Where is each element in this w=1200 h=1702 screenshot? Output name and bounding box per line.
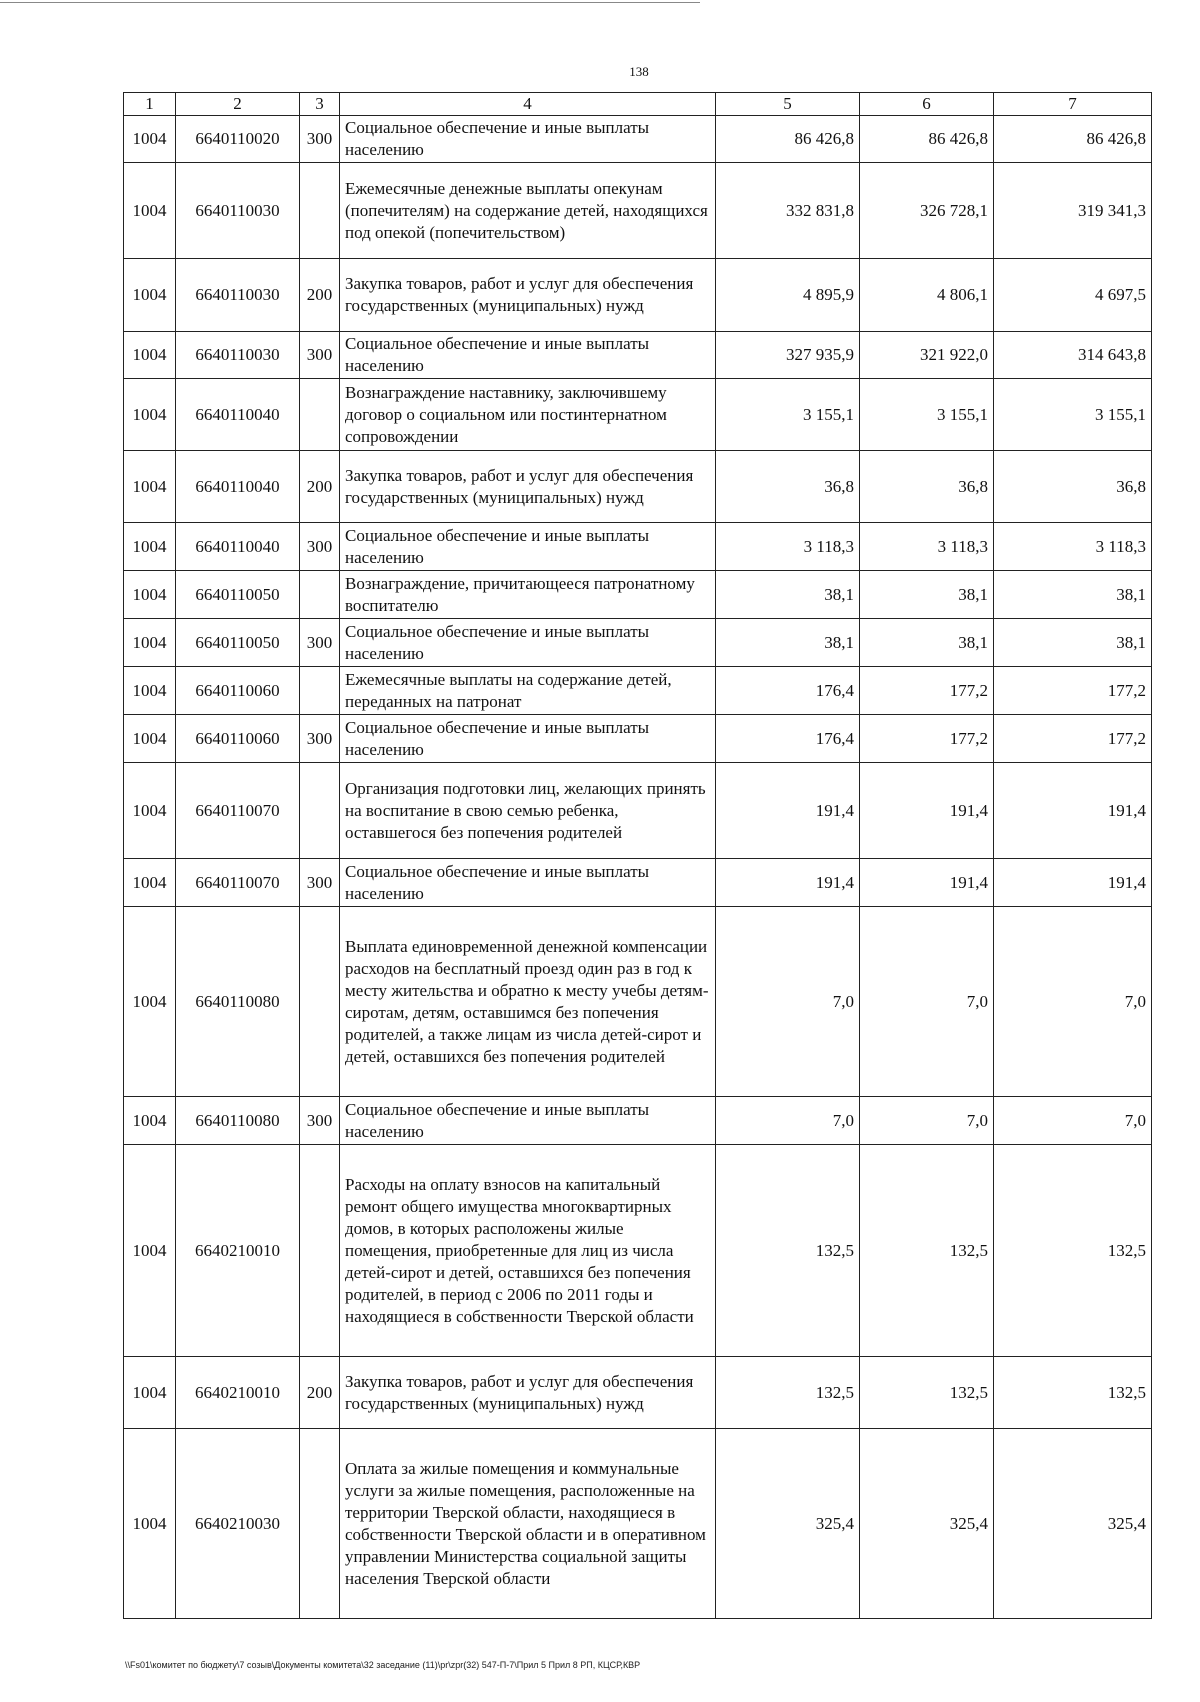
- target-article-code: 6640110050: [176, 571, 300, 619]
- expense-type-code: 300: [300, 859, 340, 907]
- table-row: [124, 571, 1152, 619]
- amount-col-6: 3 118,3: [860, 523, 994, 571]
- row-description: Социальное обеспечение и иные выплаты населению: [340, 715, 716, 763]
- expense-type-code: 300: [300, 332, 340, 379]
- section-code: 1004: [124, 715, 176, 763]
- table-row: [124, 259, 1152, 332]
- amount-col-6: 326 728,1: [860, 163, 994, 259]
- header-col-6: 6: [860, 93, 994, 116]
- amount-col-5: 132,5: [716, 1357, 860, 1429]
- target-article-code: 6640110070: [176, 763, 300, 859]
- target-article-code: 6640110080: [176, 1097, 300, 1145]
- amount-col-7: 4 697,5: [994, 259, 1152, 332]
- amount-col-7: 36,8: [994, 451, 1152, 523]
- expense-type-code: 300: [300, 1097, 340, 1145]
- amount-col-5: 191,4: [716, 859, 860, 907]
- amount-col-6: 3 155,1: [860, 379, 994, 451]
- target-article-code: 6640110020: [176, 116, 300, 163]
- table-row: [124, 667, 1152, 715]
- row-description: Закупка товаров, работ и услуг для обеспечения государственных (муниципальных) нужд: [340, 451, 716, 523]
- header-col-1: 1: [124, 93, 176, 116]
- expense-type-code: 200: [300, 1357, 340, 1429]
- row-description: Расходы на оплату взносов на капитальный ремонт общего имущества многоквартирных домов, в которых расположены жилые помещения, приобретенные для лиц из числа детей-сирот и детей, оставшихся без попечения родителей, в период с 2006 по 2011 годы и находящиеся в собственности Тверской области: [340, 1145, 716, 1357]
- amount-col-7: 191,4: [994, 859, 1152, 907]
- header-col-3: 3: [300, 93, 340, 116]
- target-article-code: 6640110080: [176, 907, 300, 1097]
- section-code: 1004: [124, 116, 176, 163]
- row-description: Закупка товаров, работ и услуг для обеспечения государственных (муниципальных) нужд: [340, 1357, 716, 1429]
- amount-col-7: 7,0: [994, 907, 1152, 1097]
- amount-col-5: 327 935,9: [716, 332, 860, 379]
- target-article-code: 6640110060: [176, 715, 300, 763]
- expense-type-code: 200: [300, 259, 340, 332]
- amount-col-5: 7,0: [716, 1097, 860, 1145]
- expense-type-code: [300, 763, 340, 859]
- section-code: 1004: [124, 1357, 176, 1429]
- amount-col-7: 319 341,3: [994, 163, 1152, 259]
- table-row: [124, 763, 1152, 859]
- header-col-5: 5: [716, 93, 860, 116]
- target-article-code: 6640110040: [176, 379, 300, 451]
- budget-table: [123, 92, 1152, 1619]
- expense-type-code: 300: [300, 619, 340, 667]
- amount-col-6: 177,2: [860, 667, 994, 715]
- expense-type-code: [300, 1429, 340, 1619]
- amount-col-6: 36,8: [860, 451, 994, 523]
- section-code: 1004: [124, 379, 176, 451]
- amount-col-5: 36,8: [716, 451, 860, 523]
- amount-col-5: 325,4: [716, 1429, 860, 1619]
- amount-col-6: 38,1: [860, 619, 994, 667]
- amount-col-7: 177,2: [994, 667, 1152, 715]
- section-code: 1004: [124, 763, 176, 859]
- row-description: Ежемесячные выплаты на содержание детей, переданных на патронат: [340, 667, 716, 715]
- expense-type-code: [300, 163, 340, 259]
- amount-col-5: 38,1: [716, 619, 860, 667]
- row-description: Социальное обеспечение и иные выплаты населению: [340, 116, 716, 163]
- amount-col-5: 38,1: [716, 571, 860, 619]
- expense-type-code: [300, 667, 340, 715]
- table-row: [124, 907, 1152, 1097]
- target-article-code: 6640110050: [176, 619, 300, 667]
- table-row: [124, 715, 1152, 763]
- section-code: 1004: [124, 667, 176, 715]
- section-code: 1004: [124, 259, 176, 332]
- amount-col-5: 332 831,8: [716, 163, 860, 259]
- amount-col-6: 86 426,8: [860, 116, 994, 163]
- table-row: [124, 859, 1152, 907]
- target-article-code: 6640110030: [176, 259, 300, 332]
- target-article-code: 6640110030: [176, 163, 300, 259]
- amount-col-7: 86 426,8: [994, 116, 1152, 163]
- amount-col-7: 132,5: [994, 1145, 1152, 1357]
- section-code: 1004: [124, 523, 176, 571]
- section-code: 1004: [124, 619, 176, 667]
- target-article-code: 6640110030: [176, 332, 300, 379]
- amount-col-7: 3 118,3: [994, 523, 1152, 571]
- page-number: 138: [629, 64, 649, 79]
- scan-top-rule: [0, 2, 700, 3]
- amount-col-5: 7,0: [716, 907, 860, 1097]
- amount-col-5: 3 155,1: [716, 379, 860, 451]
- section-code: 1004: [124, 907, 176, 1097]
- table-row: [124, 379, 1152, 451]
- expense-type-code: 300: [300, 523, 340, 571]
- target-article-code: 6640110060: [176, 667, 300, 715]
- section-code: 1004: [124, 451, 176, 523]
- table-row: [124, 1357, 1152, 1429]
- table-row: [124, 332, 1152, 379]
- amount-col-6: 132,5: [860, 1145, 994, 1357]
- amount-col-7: 325,4: [994, 1429, 1152, 1619]
- row-description: Социальное обеспечение и иные выплаты населению: [340, 619, 716, 667]
- target-article-code: 6640110070: [176, 859, 300, 907]
- footer-file-path: \\Fs01\комитет по бюджету\7 созыв\Документы комитета\32 заседание (11)\pr\zpr(32) 547-П-7\Прил 5 Прил 8 РП, КЦСР,КВР: [125, 1660, 641, 1670]
- amount-col-7: 3 155,1: [994, 379, 1152, 451]
- amount-col-6: 38,1: [860, 571, 994, 619]
- section-code: 1004: [124, 332, 176, 379]
- table-row: [124, 1145, 1152, 1357]
- row-description: Вознаграждение наставнику, заключившему договор о социальном или постинтернатном сопровождении: [340, 379, 716, 451]
- amount-col-6: 4 806,1: [860, 259, 994, 332]
- amount-col-5: 176,4: [716, 715, 860, 763]
- section-code: 1004: [124, 1429, 176, 1619]
- row-description: Выплата единовременной денежной компенсации расходов на бесплатный проезд один раз в год к месту жительства и обратно к месту учебы детям-сиротам, детям, оставшимся без попечения родителей, а также лицам из числа детей-сирот и детей, оставшихся без попечения родителей: [340, 907, 716, 1097]
- amount-col-6: 191,4: [860, 859, 994, 907]
- section-code: 1004: [124, 859, 176, 907]
- amount-col-5: 176,4: [716, 667, 860, 715]
- target-article-code: 6640210010: [176, 1357, 300, 1429]
- table-row: [124, 523, 1152, 571]
- amount-col-7: 191,4: [994, 763, 1152, 859]
- section-code: 1004: [124, 163, 176, 259]
- expense-type-code: [300, 1145, 340, 1357]
- amount-col-5: 191,4: [716, 763, 860, 859]
- row-description: Организация подготовки лиц, желающих принять на воспитание в свою семью ребенка, оставшегося без попечения родителей: [340, 763, 716, 859]
- amount-col-5: 3 118,3: [716, 523, 860, 571]
- target-article-code: 6640210010: [176, 1145, 300, 1357]
- target-article-code: 6640110040: [176, 451, 300, 523]
- row-description: Социальное обеспечение и иные выплаты населению: [340, 523, 716, 571]
- target-article-code: 6640110040: [176, 523, 300, 571]
- section-code: 1004: [124, 1145, 176, 1357]
- header-col-7: 7: [994, 93, 1152, 116]
- amount-col-6: 325,4: [860, 1429, 994, 1619]
- row-description: Социальное обеспечение и иные выплаты населению: [340, 859, 716, 907]
- section-code: 1004: [124, 571, 176, 619]
- row-description: Социальное обеспечение и иные выплаты населению: [340, 1097, 716, 1145]
- expense-type-code: 300: [300, 116, 340, 163]
- table-row: [124, 451, 1152, 523]
- row-description: Закупка товаров, работ и услуг для обеспечения государственных (муниципальных) нужд: [340, 259, 716, 332]
- amount-col-5: 86 426,8: [716, 116, 860, 163]
- row-description: Ежемесячные денежные выплаты опекунам (попечителям) на содержание детей, находящихся под опекой (попечительством): [340, 163, 716, 259]
- expense-type-code: 300: [300, 715, 340, 763]
- table-row: [124, 1097, 1152, 1145]
- amount-col-7: 38,1: [994, 619, 1152, 667]
- amount-col-6: 191,4: [860, 763, 994, 859]
- row-description: Оплата за жилые помещения и коммунальные услуги за жилые помещения, расположенные на территории Тверской области, находящиеся в собственности Тверской области и в оперативном управлении Министерства социальной защиты населения Тверской области: [340, 1429, 716, 1619]
- section-code: 1004: [124, 1097, 176, 1145]
- amount-col-6: 321 922,0: [860, 332, 994, 379]
- table-row: [124, 619, 1152, 667]
- amount-col-5: 132,5: [716, 1145, 860, 1357]
- row-description: Социальное обеспечение и иные выплаты населению: [340, 332, 716, 379]
- table-row: [124, 1429, 1152, 1619]
- row-description: Вознаграждение, причитающееся патронатному воспитателю: [340, 571, 716, 619]
- amount-col-7: 7,0: [994, 1097, 1152, 1145]
- header-col-4: 4: [340, 93, 716, 116]
- table-header-row: [124, 93, 1152, 116]
- amount-col-7: 314 643,8: [994, 332, 1152, 379]
- expense-type-code: 200: [300, 451, 340, 523]
- expense-type-code: [300, 907, 340, 1097]
- amount-col-7: 132,5: [994, 1357, 1152, 1429]
- amount-col-6: 7,0: [860, 1097, 994, 1145]
- amount-col-6: 177,2: [860, 715, 994, 763]
- amount-col-7: 177,2: [994, 715, 1152, 763]
- amount-col-7: 38,1: [994, 571, 1152, 619]
- expense-type-code: [300, 571, 340, 619]
- amount-col-5: 4 895,9: [716, 259, 860, 332]
- table-row: [124, 163, 1152, 259]
- expense-type-code: [300, 379, 340, 451]
- amount-col-6: 7,0: [860, 907, 994, 1097]
- header-col-2: 2: [176, 93, 300, 116]
- table-row: [124, 116, 1152, 163]
- target-article-code: 6640210030: [176, 1429, 300, 1619]
- amount-col-6: 132,5: [860, 1357, 994, 1429]
